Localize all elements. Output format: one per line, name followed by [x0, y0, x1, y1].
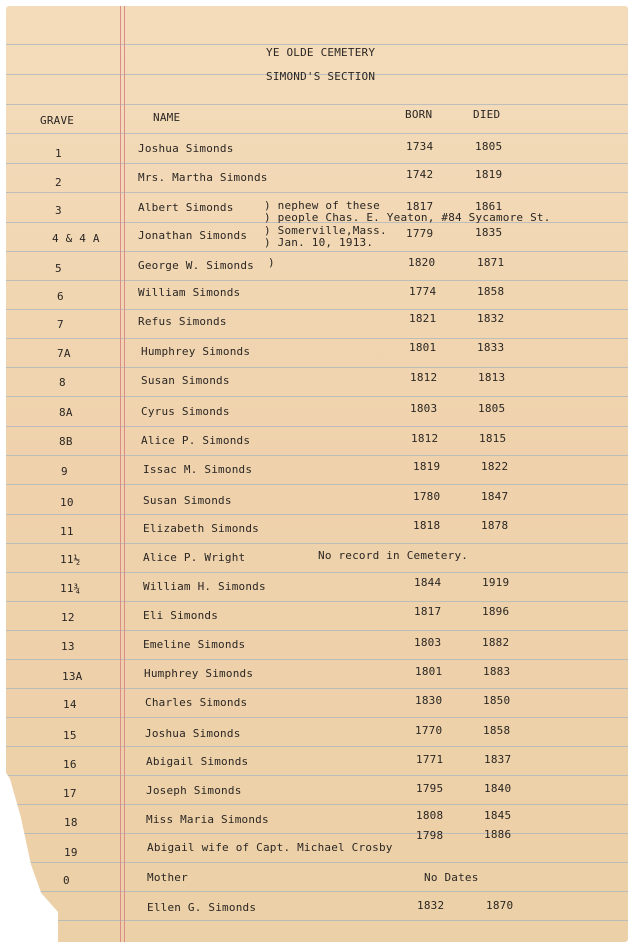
born-year: 1798	[416, 829, 444, 842]
grave-number: 17	[63, 787, 77, 800]
died-year: 1832	[477, 312, 505, 325]
person-name: Albert Simonds	[138, 201, 234, 214]
ruled-line	[6, 746, 628, 747]
born-year: 1817	[406, 200, 434, 213]
died-year: 1886	[484, 828, 512, 841]
ruled-line	[6, 280, 628, 281]
person-name: Eli Simonds	[143, 609, 219, 622]
born-year: 1819	[413, 460, 441, 473]
ruled-line	[6, 163, 628, 164]
ruled-line	[6, 601, 628, 602]
died-year: 1833	[477, 341, 505, 354]
born-year: 1817	[414, 605, 442, 618]
document-subtitle: SIMOND'S SECTION	[266, 70, 376, 83]
person-name: George W. Simonds	[138, 259, 254, 272]
ruled-line	[6, 44, 628, 45]
ruled-line	[6, 688, 628, 689]
born-year: 1812	[411, 432, 439, 445]
ruled-line	[6, 192, 628, 193]
died-year: 1837	[484, 753, 512, 766]
ruled-line	[6, 338, 628, 339]
header-name: NAME	[153, 111, 181, 124]
died-year: 1840	[484, 782, 512, 795]
person-name: Elizabeth Simonds	[143, 522, 259, 535]
grave-number: 8	[59, 376, 66, 389]
grave-number: 19	[64, 846, 78, 859]
died-year: 1861	[475, 200, 503, 213]
born-year: 1779	[406, 227, 434, 240]
remark-text: No Dates	[424, 871, 479, 884]
ruled-line	[6, 630, 628, 631]
died-year: 1883	[483, 665, 511, 678]
died-year: 1813	[478, 371, 506, 384]
person-name: Emeline Simonds	[143, 638, 246, 651]
grave-number: 9	[61, 465, 68, 478]
grave-number: 10	[60, 496, 74, 509]
person-name: Alice P. Wright	[143, 551, 246, 564]
margin-line	[124, 6, 125, 942]
grave-number: 15	[63, 729, 77, 742]
died-year: 1819	[475, 168, 503, 181]
person-name: Joseph Simonds	[146, 784, 242, 797]
note-line-1: ) nephew of these	[264, 199, 380, 212]
grave-number: 6	[57, 290, 64, 303]
died-year: 1845	[484, 809, 512, 822]
ruled-line	[6, 104, 628, 105]
born-year: 1832	[417, 899, 445, 912]
born-year: 1803	[410, 402, 438, 415]
died-year: 1870	[486, 899, 514, 912]
died-year: 1858	[483, 724, 511, 737]
ruled-line	[6, 717, 628, 718]
person-name: Refus Simonds	[138, 315, 227, 328]
ruled-line	[6, 920, 628, 921]
born-year: 1771	[416, 753, 444, 766]
grave-number: 1	[55, 147, 62, 160]
grave-number: 8A	[59, 406, 73, 419]
died-year: 1919	[482, 576, 510, 589]
born-year: 1770	[415, 724, 443, 737]
ruled-line	[6, 426, 628, 427]
ruled-line	[6, 833, 628, 834]
grave-number: 13	[61, 640, 75, 653]
born-year: 1808	[416, 809, 444, 822]
ruled-line	[6, 891, 628, 892]
born-year: 1795	[416, 782, 444, 795]
born-year: 1820	[408, 256, 436, 269]
died-year: 1878	[481, 519, 509, 532]
note-line-5: )	[268, 256, 275, 269]
grave-number: 0	[63, 874, 70, 887]
born-year: 1844	[414, 576, 442, 589]
died-year: 1835	[475, 226, 503, 239]
person-name: Abigail wife of Capt. Michael Crosby	[147, 841, 393, 854]
ruled-line	[6, 659, 628, 660]
grave-number: 14	[63, 698, 77, 711]
grave-number: 11½	[60, 553, 81, 566]
ruled-line	[6, 862, 628, 863]
person-name: Alice P. Simonds	[141, 434, 251, 447]
header-born: BORN	[405, 108, 433, 121]
grave-number: 4 & 4 A	[52, 232, 100, 245]
document-title: YE OLDE CEMETERY	[266, 46, 376, 59]
died-year: 1805	[478, 402, 506, 415]
grave-number: 13A	[62, 670, 83, 683]
died-year: 1896	[482, 605, 510, 618]
died-year: 1847	[481, 490, 509, 503]
person-name: William Simonds	[138, 286, 241, 299]
ruled-line	[6, 543, 628, 544]
header-died: DIED	[473, 108, 501, 121]
note-line-2: ) people Chas. E. Yeaton, #84 Sycamore St.	[264, 211, 551, 224]
header-grave: GRAVE	[40, 114, 75, 127]
person-name: Cyrus Simonds	[141, 405, 230, 418]
born-year: 1734	[406, 140, 434, 153]
born-year: 1774	[409, 285, 437, 298]
died-year: 1850	[483, 694, 511, 707]
born-year: 1821	[409, 312, 437, 325]
ruled-line	[6, 804, 628, 805]
born-year: 1818	[413, 519, 441, 532]
grave-number: 16	[63, 758, 77, 771]
person-name: Joshua Simonds	[138, 142, 234, 155]
person-name: Jonathan Simonds	[138, 229, 248, 242]
grave-number: 7A	[57, 347, 71, 360]
person-name: Joshua Simonds	[145, 727, 241, 740]
person-name: Miss Maria Simonds	[146, 813, 269, 826]
person-name: Ellen G. Simonds	[147, 901, 257, 914]
died-year: 1871	[477, 256, 505, 269]
born-year: 1830	[415, 694, 443, 707]
person-name: Mrs. Martha Simonds	[138, 171, 268, 184]
grave-number: 11¾	[60, 582, 81, 595]
person-name: Mother	[147, 871, 188, 884]
died-year: 1882	[482, 636, 510, 649]
ruled-line	[6, 572, 628, 573]
note-line-3: ) Somerville,Mass.	[264, 224, 387, 237]
died-year: 1858	[477, 285, 505, 298]
grave-number: 8B	[59, 435, 73, 448]
ruled-line	[6, 484, 628, 485]
note-line-4: ) Jan. 10, 1913.	[264, 236, 374, 249]
ruled-line	[6, 251, 628, 252]
born-year: 1801	[409, 341, 437, 354]
ruled-line	[6, 455, 628, 456]
person-name: Humphrey Simonds	[141, 345, 251, 358]
ruled-line	[6, 514, 628, 515]
person-name: Issac M. Simonds	[143, 463, 253, 476]
ruled-line	[6, 396, 628, 397]
person-name: Susan Simonds	[141, 374, 230, 387]
grave-number: 18	[64, 816, 78, 829]
born-year: 1803	[414, 636, 442, 649]
grave-number: 3	[55, 204, 62, 217]
person-name: Humphrey Simonds	[144, 667, 254, 680]
grave-number: 2	[55, 176, 62, 189]
grave-number: 12	[61, 611, 75, 624]
grave-number: 11	[60, 525, 74, 538]
died-year: 1822	[481, 460, 509, 473]
grave-number: 5	[55, 262, 62, 275]
grave-number: 7	[57, 318, 64, 331]
ruled-line	[6, 133, 628, 134]
person-name: Charles Simonds	[145, 696, 248, 709]
born-year: 1742	[406, 168, 434, 181]
died-year: 1805	[475, 140, 503, 153]
remark-text: No record in Cemetery.	[318, 549, 469, 562]
person-name: Susan Simonds	[143, 494, 232, 507]
died-year: 1815	[479, 432, 507, 445]
born-year: 1812	[410, 371, 438, 384]
margin-line	[120, 6, 121, 942]
person-name: Abigail Simonds	[146, 755, 249, 768]
born-year: 1780	[413, 490, 441, 503]
person-name: William H. Simonds	[143, 580, 266, 593]
document-page	[6, 6, 628, 942]
ruled-line	[6, 775, 628, 776]
ruled-line	[6, 367, 628, 368]
ruled-line	[6, 309, 628, 310]
born-year: 1801	[415, 665, 443, 678]
